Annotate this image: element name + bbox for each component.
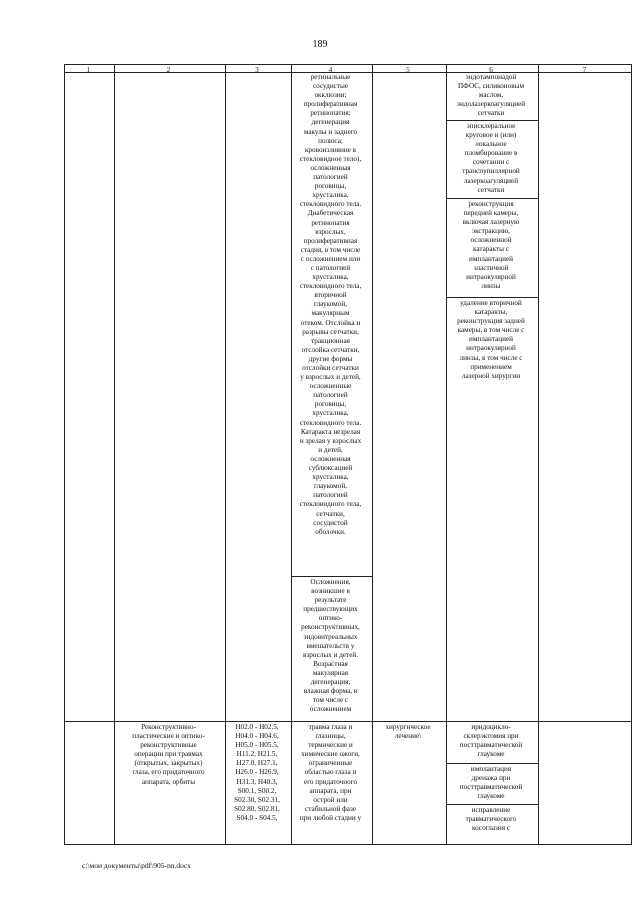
- col-header-4: 4: [328, 66, 333, 74]
- col-header-3: 3: [255, 66, 259, 74]
- row1-col4-complications: Осложнения, возникшие в результате предшествующих оптико- реконструктивных, эндовитреальных вмешательств у взрослых и детей. Возрастная макулярная дегенерация, влажная форма, в том числе с осложнением: [301, 578, 360, 714]
- row1-col6-method-1: эндотампонадой ПФОС, силиконовым маслом, эндолазеркоагуляцией сетчатки: [456, 73, 526, 118]
- row2-col6-method-1: иридоцикло- склерэктомия при посттравматической глаукоме: [459, 723, 523, 759]
- row1-col4-diagnoses: ретинальные сосудистые окклюзии; пролиферативная ретинопатия; дегенерация макулы и заднего полюса; кровоизлияние в стекловидное тело), осложненная патологией роговицы, хрусталика, стекловидного тела. Диабетическая ретинопатия взрослых, пролиферативная стадия, в том числе с осложнением или с патологией хрусталика, стекловидного тела, вторичной глаукомой, макулярным отеком. Отслойка и разрывы сетчатки, тракционная отслойка сетчатки, другие формы отслойки сетчатки у взрослых и детей, осложненные патологией роговицы, хрусталика, стекловидного тела. Катаракта незрелая и зрелая у взрослых и детей, осложненная сублюксацией хрусталика, глаукомой, патологией стекловидного тела, сетчатки, сосудистой оболочки.: [299, 73, 362, 536]
- row2-col2-procedure: Реконструктивно- пластические и оптико- реконструктивные операции при травмах (открытых, закрытых) глаза, его придаточного аппарата, орбиты: [132, 723, 205, 786]
- table-top-border: [64, 64, 632, 65]
- col-line-6: [538, 64, 539, 845]
- row1-col6-method-2: эписклеральное круговое и (или) локальное пломбирование в сочетании с транспупиллярной лазеркоагуляцией сетчатки: [462, 122, 520, 194]
- row2-col6-method-2: имплантация дренажа при посттравматической глаукоме: [459, 765, 523, 801]
- col-header-2: 2: [166, 66, 171, 74]
- col-header-7: 7: [582, 66, 587, 74]
- row2-col5-treatment-type: хирургическое лечение\: [385, 723, 431, 741]
- row1-col6-method-4: удаление вторичной катаракты, реконструкция задней камеры, в том числе с имплантацией интраокулярной линзы, в том числе с применением лазерной хирургии: [457, 299, 525, 380]
- col6-split-4: [446, 763, 538, 764]
- file-path-footer: c:\мои документы\pdf\905-nn.docx: [82, 861, 191, 870]
- row2-col6-method-3: исправление травматического косоглазия с: [465, 806, 517, 833]
- col-header-5: 5: [406, 66, 410, 74]
- row2-col4-diagnoses: травма глаза и глазницы, термические и химические ожоги, ограниченные областью глаза и его придаточного аппарата, при острой или стабильной фазе при любой стадии у: [299, 723, 362, 822]
- col-header-1: 1: [86, 66, 91, 74]
- col6-split-2: [446, 198, 538, 199]
- row-divider: [64, 721, 632, 722]
- row1-col6-method-3: реконструкция передней камеры, включая лазерную экстракцию, осложненной катаракты с имплантацией эластичной интраокулярной линзы: [462, 200, 520, 290]
- col6-split-3: [446, 297, 538, 298]
- page-number: 189: [312, 39, 328, 50]
- row2-col3-icd-codes: H02.0 - H02.5, H04.0 - H04.6, H05.0 - H05.5, H11.2, H21.5, H27.0, H27.1, H26.0 - H26.9, H31.3, H40.3, S00.1, S00.2, S02.30, S02.31, S02.80, S02.81, S04.0 - S04.5,: [234, 723, 280, 822]
- col-header-6: 6: [489, 66, 493, 74]
- col6-split-1: [446, 120, 538, 121]
